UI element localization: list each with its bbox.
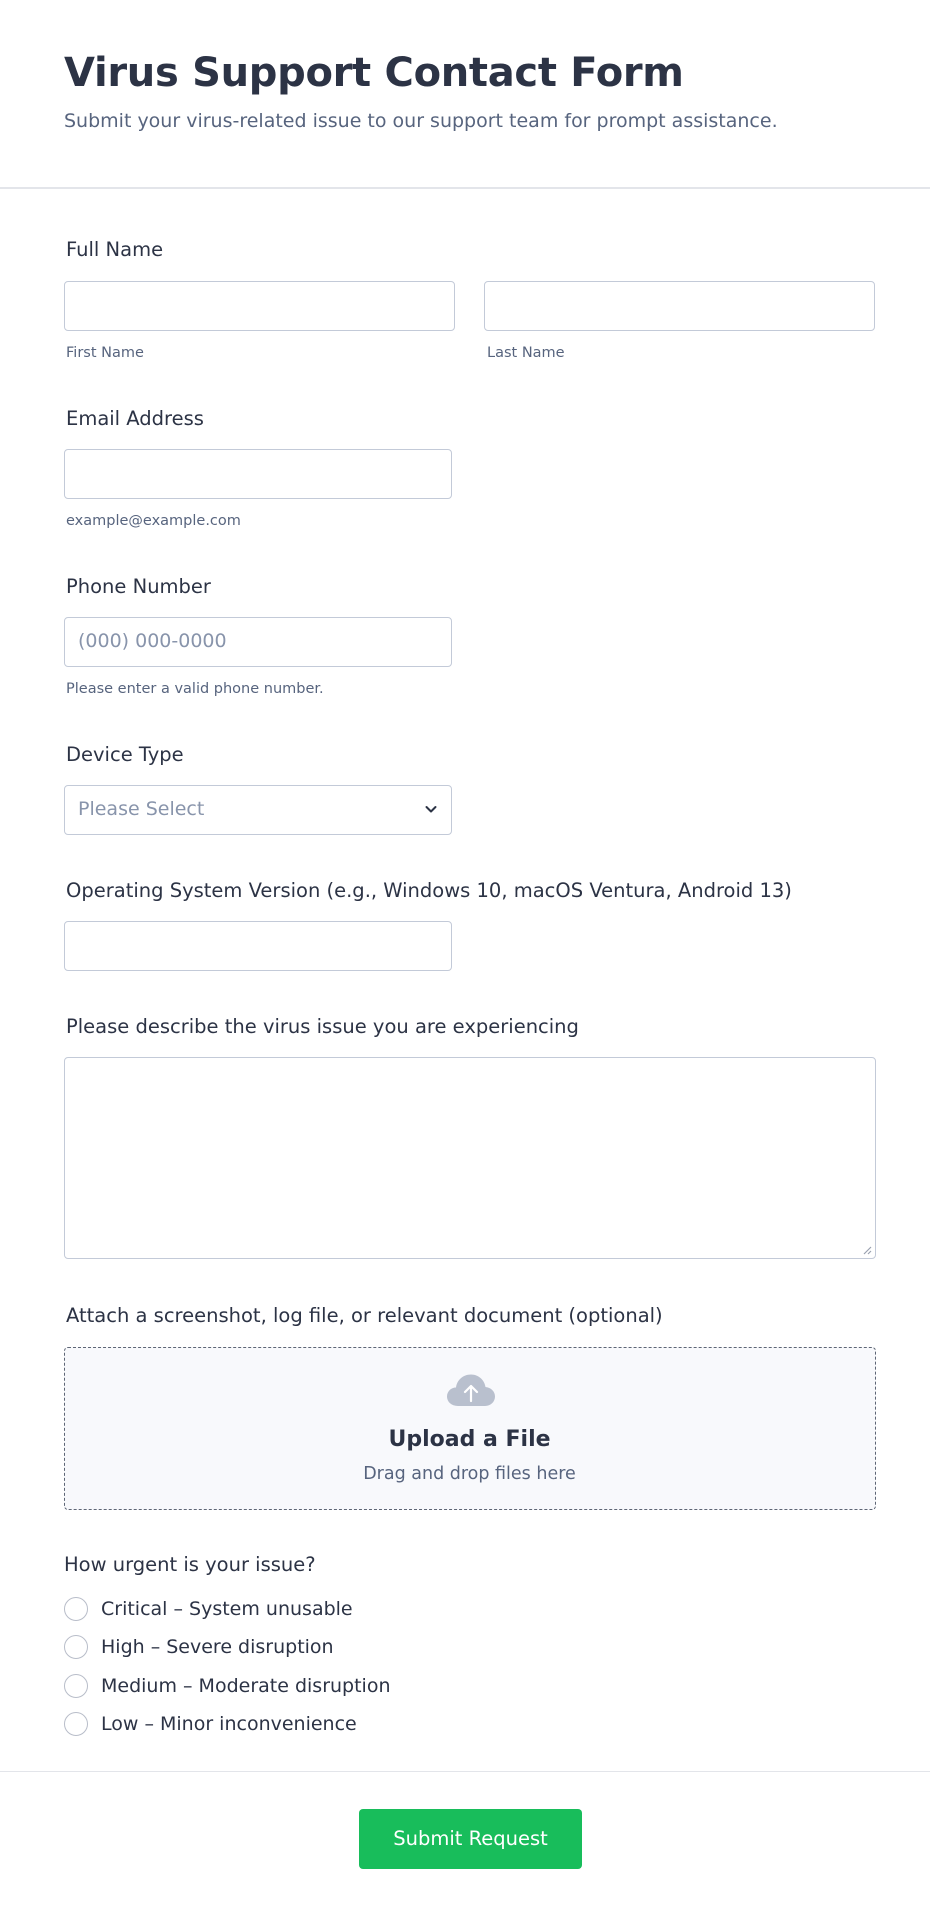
radio-label: Medium – Moderate disruption (101, 1675, 391, 1697)
form-header (0, 0, 930, 189)
radio-button[interactable] (64, 1712, 88, 1736)
description-textarea[interactable] (64, 1057, 876, 1259)
page-subtitle: Submit your virus-related issue to our support team for prompt assistance. (64, 110, 778, 132)
description-label: Please describe the virus issue you are experiencing (66, 1015, 579, 1038)
file-upload-dropzone[interactable] (64, 1347, 876, 1510)
email-input[interactable] (64, 449, 452, 499)
os-version-label: Operating System Version (e.g., Windows 10, macOS Ventura, Android 13) (66, 879, 792, 902)
last-name-input[interactable] (484, 281, 875, 331)
phone-input[interactable]: (000) 000-0000 (64, 617, 452, 667)
cloud-upload-icon (446, 1373, 496, 1407)
device-type-label: Device Type (66, 743, 184, 766)
radio-label: Low – Minor inconvenience (101, 1713, 357, 1735)
email-sublabel: example@example.com (66, 513, 241, 529)
attachment-label: Attach a screenshot, log file, or relevant document (optional) (66, 1304, 663, 1327)
full-name-label: Full Name (66, 238, 164, 261)
radio-label: High – Severe disruption (101, 1636, 334, 1658)
first-name-sublabel: First Name (66, 345, 144, 361)
email-label: Email Address (66, 407, 204, 430)
footer-divider (0, 1771, 930, 1772)
radio-button[interactable] (64, 1635, 88, 1659)
radio-label: Critical – System unusable (101, 1598, 353, 1620)
phone-sublabel: Please enter a valid phone number. (66, 681, 324, 697)
submit-request-button[interactable]: Submit Request (359, 1809, 582, 1869)
upload-title: Upload a File (388, 1427, 551, 1452)
urgency-label: How urgent is your issue? (64, 1553, 316, 1576)
radio-button[interactable] (64, 1597, 88, 1621)
radio-button[interactable] (64, 1674, 88, 1698)
phone-label: Phone Number (66, 575, 211, 598)
device-type-selected: Please Select (78, 798, 205, 820)
resize-grip-icon[interactable] (862, 1245, 872, 1255)
upload-hint: Drag and drop files here (363, 1464, 576, 1484)
first-name-input[interactable] (64, 281, 455, 331)
page-title: Virus Support Contact Form (64, 50, 684, 96)
last-name-sublabel: Last Name (487, 345, 565, 361)
device-type-select[interactable] (64, 785, 452, 835)
chevron-down-icon (423, 801, 439, 817)
os-version-input[interactable] (64, 921, 452, 971)
